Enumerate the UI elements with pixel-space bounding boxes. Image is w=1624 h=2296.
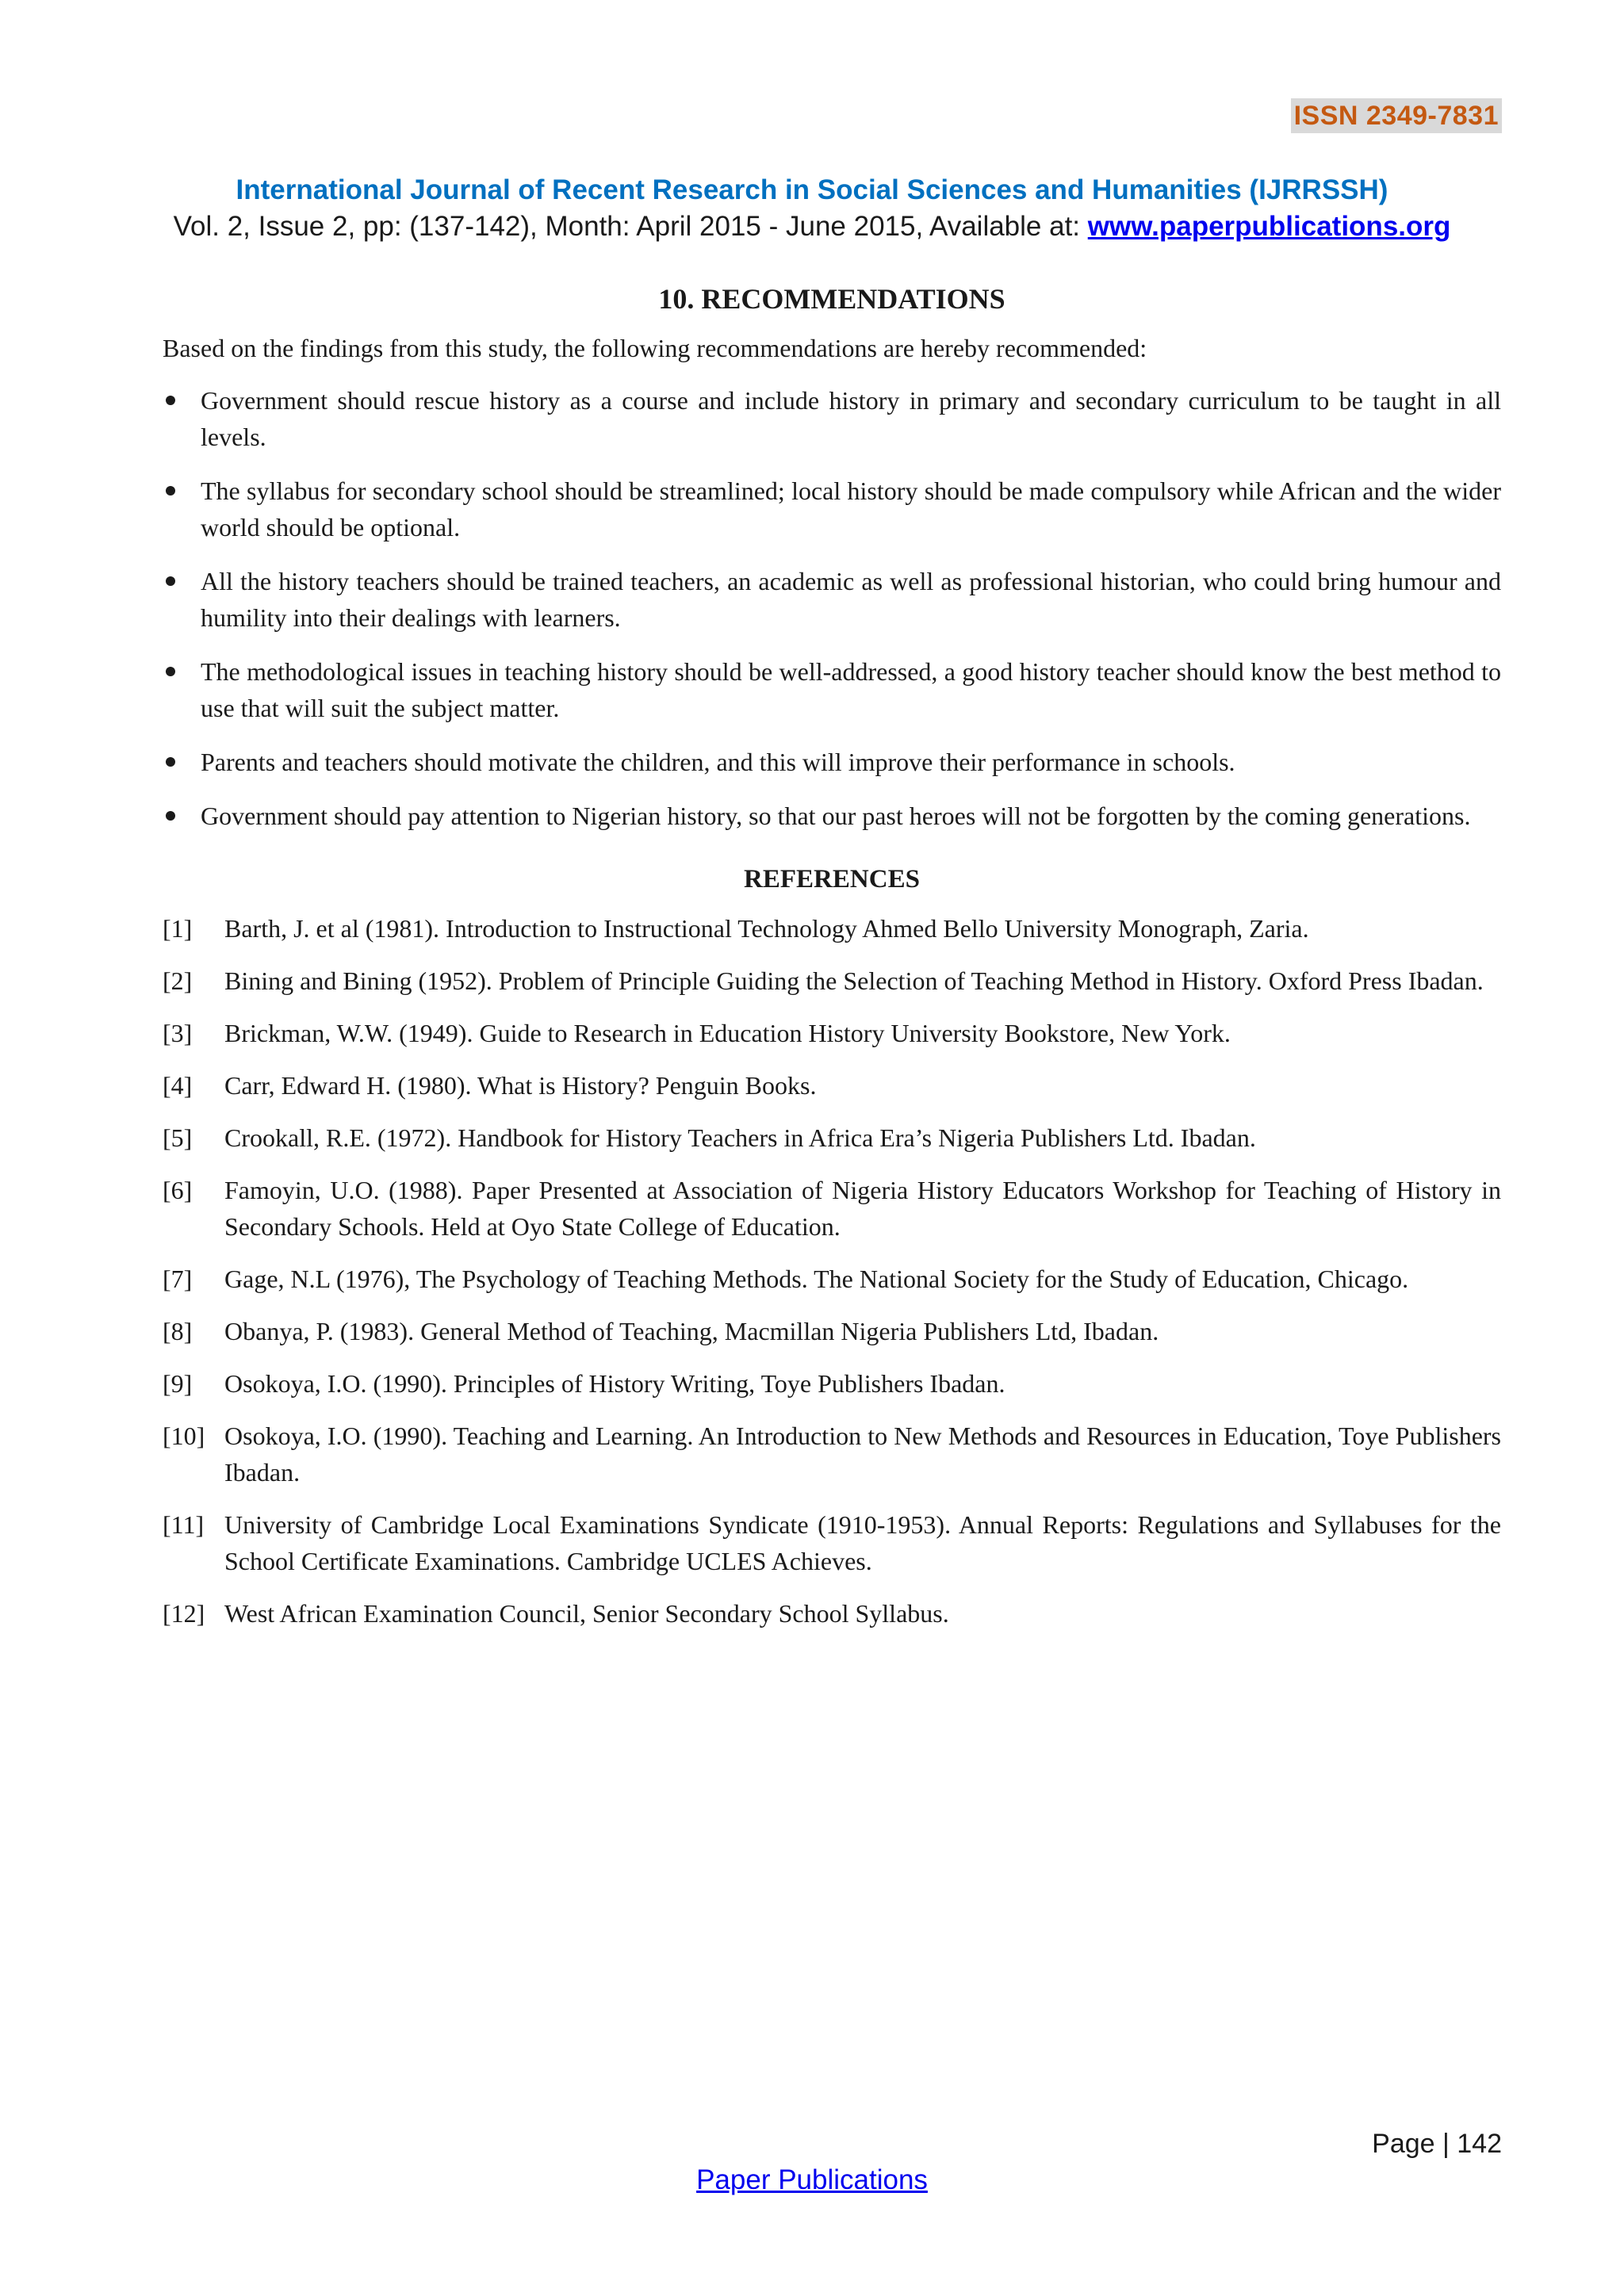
reference-number: [10] (163, 1422, 205, 1450)
page-number: Page | 142 (1372, 2129, 1502, 2159)
recommendation-item (163, 798, 1501, 834)
footer-publisher (0, 2163, 1624, 2198)
recommendation-text: The methodological issues in teaching history should be well-addressed, a good history teacher should know the best method to use that will suit the subject matter. (201, 657, 1501, 722)
reference-text: Osokoya, I.O. (1990). Principles of History Writing, Toye Publishers Ibadan. (224, 1369, 1005, 1398)
section-heading-references: REFERENCES (744, 865, 920, 894)
reference-item (163, 1261, 1501, 1297)
reference-item (163, 1172, 1501, 1245)
reference-item (163, 1015, 1501, 1051)
reference-text: Crookall, R.E. (1972). Handbook for History Teachers in Africa Era’s Nigeria Publishers Ltd. Ibadan. (224, 1123, 1256, 1152)
journal-info-text: Vol. 2, Issue 2, pp: (137-142), Month: April 2015 - June 2015, Available at: (173, 211, 1088, 242)
recommendation-text: Government should rescue history as a course and include history in primary and secondary curriculum to be taught in all levels. (201, 386, 1501, 451)
reference-number: [1] (163, 914, 193, 943)
reference-item (163, 1418, 1501, 1490)
recommendation-text: Parents and teachers should motivate the children, and this will improve their performance in schools. (201, 748, 1235, 776)
issn-badge: ISSN 2349-7831 (1291, 98, 1502, 133)
recommendation-item (163, 653, 1501, 726)
bullet-icon (166, 811, 175, 821)
reference-text: Gage, N.L (1976), The Psychology of Teaching Methods. The National Society for the Study of Education, Chicago. (224, 1265, 1409, 1293)
bullet-icon (166, 396, 175, 405)
recommendations-intro: Based on the findings from this study, the following recommendations are hereby recommended: (163, 334, 1147, 362)
bullet-icon (166, 667, 175, 676)
reference-number: [3] (163, 1019, 193, 1047)
reference-number: [5] (163, 1123, 193, 1152)
reference-number: [9] (163, 1369, 193, 1398)
reference-item (163, 1595, 1501, 1632)
recommendation-item (163, 473, 1501, 545)
references-list (163, 910, 1501, 1632)
recommendation-text: All the history teachers should be trained teachers, an academic as well as professional historian, who could bring humour and humility into their dealings with learners. (201, 567, 1501, 632)
reference-text: Osokoya, I.O. (1990). Teaching and Learning. An Introduction to New Methods and Resources in Education, Toye Publishers Ibadan. (224, 1422, 1501, 1487)
recommendation-text: Government should pay attention to Nigerian history, so that our past heroes will not be forgotten by the coming generations. (201, 802, 1471, 830)
reference-text: University of Cambridge Local Examinations Syndicate (1910-1953). Annual Reports: Regulations and Syllabuses for the School Certificate Examinations. Cambridge UCLES Achieves. (224, 1510, 1501, 1575)
reference-item (163, 1506, 1501, 1579)
bullet-icon (166, 576, 175, 586)
reference-item (163, 1313, 1501, 1349)
reference-number: [7] (163, 1265, 193, 1293)
reference-number: [4] (163, 1071, 193, 1100)
reference-item (163, 1365, 1501, 1402)
reference-item (163, 1067, 1501, 1104)
reference-text: Carr, Edward H. (1980). What is History? Penguin Books. (224, 1071, 817, 1100)
recommendation-item (163, 563, 1501, 636)
recommendation-text: The syllabus for secondary school should be streamlined; local history should be made compulsory while African and the wider world should be optional. (201, 476, 1501, 541)
section-heading-recommendations: 10. RECOMMENDATIONS (658, 283, 1005, 315)
bullet-icon (166, 486, 175, 496)
reference-number: [11] (163, 1510, 205, 1539)
journal-info (0, 209, 1624, 244)
recommendations-list (163, 382, 1501, 834)
journal-title: International Journal of Recent Research in Social Sciences and Humanities (IJRRSSH) (236, 174, 1388, 205)
reference-item (163, 910, 1501, 947)
reference-text: Bining and Bining (1952). Problem of Principle Guiding the Selection of Teaching Method in History. Oxford Press Ibadan. (224, 966, 1484, 995)
reference-number: [6] (163, 1176, 193, 1204)
reference-text: Obanya, P. (1983). General Method of Teaching, Macmillan Nigeria Publishers Ltd, Ibadan. (224, 1317, 1159, 1345)
bullet-icon (166, 757, 175, 767)
recommendation-item (163, 382, 1501, 455)
main-content (163, 279, 1501, 1647)
reference-number: [8] (163, 1317, 193, 1345)
recommendation-item (163, 744, 1501, 780)
reference-text: West African Examination Council, Senior Secondary School Syllabus. (224, 1599, 949, 1628)
reference-text: Barth, J. et al (1981). Introduction to Instructional Technology Ahmed Bello University Monograph, Zaria. (224, 914, 1309, 943)
reference-text: Famoyin, U.O. (1988). Paper Presented at Association of Nigeria History Educators Workshop for Teaching of History in Secondary Schools. Held at Oyo State College of Education. (224, 1176, 1501, 1241)
reference-item (163, 962, 1501, 999)
reference-text: Brickman, W.W. (1949). Guide to Research in Education History University Bookstore, New York. (224, 1019, 1231, 1047)
reference-number: [12] (163, 1599, 205, 1628)
reference-number: [2] (163, 966, 193, 995)
reference-item (163, 1119, 1501, 1156)
publisher-link[interactable]: Paper Publications (696, 2164, 928, 2195)
journal-website-link[interactable]: www.paperpublications.org (1087, 211, 1451, 242)
